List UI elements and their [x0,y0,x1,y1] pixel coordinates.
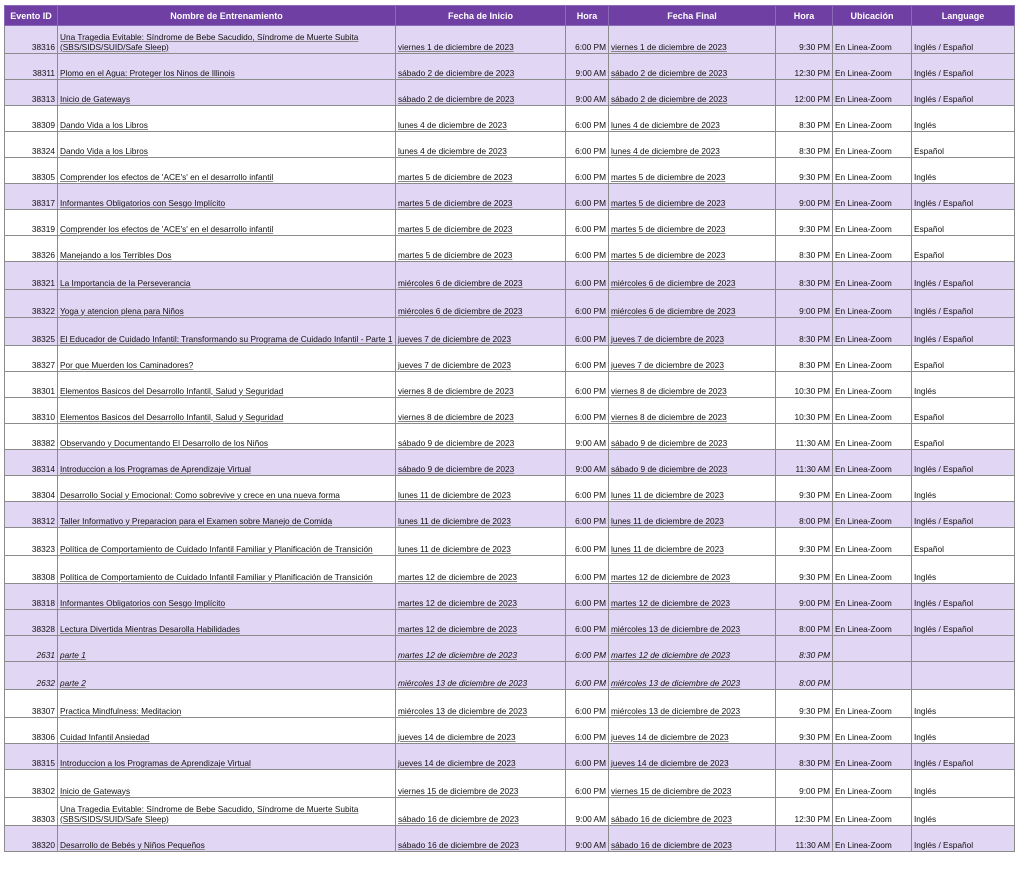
cell-event-id[interactable]: 38311 [5,54,58,80]
cell-language[interactable]: Inglés [912,476,1015,502]
table-row[interactable] [5,718,1015,744]
cell-start-date[interactable]: jueves 7 de diciembre de 2023 [396,318,566,346]
cell-start-date[interactable]: lunes 11 de diciembre de 2023 [396,502,566,528]
cell-event-id[interactable]: 38315 [5,744,58,770]
table-row[interactable] [5,424,1015,450]
cell-end-time[interactable]: 9:30 PM [776,26,833,54]
table-row[interactable] [5,476,1015,502]
cell-start-date[interactable]: viernes 8 de diciembre de 2023 [396,372,566,398]
cell-location[interactable]: En Linea-Zoom [833,346,912,372]
cell-end-time[interactable]: 8:30 PM [776,318,833,346]
cell-language[interactable]: Inglés / Español [912,610,1015,636]
cell-end-time[interactable]: 9:00 PM [776,290,833,318]
cell-event-id[interactable]: 38307 [5,690,58,718]
cell-end-date[interactable]: jueves 7 de diciembre de 2023 [609,346,776,372]
cell-training-name[interactable]: Cuidad Infantil Ansiedad [58,718,396,744]
cell-start-date[interactable]: viernes 1 de diciembre de 2023 [396,26,566,54]
cell-end-time[interactable]: 9:00 PM [776,770,833,798]
cell-language[interactable]: Inglés / Español [912,262,1015,290]
cell-location[interactable]: En Linea-Zoom [833,80,912,106]
cell-location[interactable]: En Linea-Zoom [833,184,912,210]
training-schedule-sheet [4,5,1014,852]
cell-event-id[interactable]: 38327 [5,346,58,372]
cell-start-date[interactable]: jueves 7 de diciembre de 2023 [396,346,566,372]
table-row[interactable] [5,132,1015,158]
cell-event-id[interactable]: 38322 [5,290,58,318]
cell-end-date[interactable]: miércoles 6 de diciembre de 2023 [609,290,776,318]
cell-start-time[interactable]: 6:00 PM [566,372,609,398]
cell-start-time[interactable]: 9:00 AM [566,54,609,80]
cell-start-date[interactable]: sábado 16 de diciembre de 2023 [396,798,566,826]
table-row[interactable] [5,398,1015,424]
cell-training-name[interactable]: Informantes Obligatorios con Sesgo Implícito [58,584,396,610]
header-end-date[interactable]: Fecha Final [609,6,776,26]
cell-language[interactable]: Español [912,424,1015,450]
cell-start-time[interactable]: 6:00 PM [566,398,609,424]
cell-start-time[interactable]: 6:00 PM [566,690,609,718]
cell-event-id[interactable]: 38306 [5,718,58,744]
cell-event-id[interactable]: 38308 [5,556,58,584]
cell-event-id[interactable]: 38382 [5,424,58,450]
table-row[interactable] [5,372,1015,398]
table-row[interactable] [5,610,1015,636]
cell-location[interactable]: En Linea-Zoom [833,502,912,528]
cell-training-name[interactable]: Por que Muerden los Caminadores? [58,346,396,372]
cell-location[interactable]: En Linea-Zoom [833,210,912,236]
cell-training-name[interactable]: parte 2 [58,662,396,690]
cell-event-id[interactable]: 38314 [5,450,58,476]
cell-end-date[interactable]: sábado 9 de diciembre de 2023 [609,424,776,450]
cell-language[interactable]: Español [912,210,1015,236]
cell-location[interactable]: En Linea-Zoom [833,770,912,798]
table-row[interactable] [5,80,1015,106]
cell-end-date[interactable]: martes 5 de diciembre de 2023 [609,158,776,184]
cell-training-name[interactable]: Desarrollo de Bebés y Niños Pequeños [58,826,396,852]
cell-training-name[interactable]: Desarrollo Social y Emocional: Como sobrevive y crece en una nueva forma [58,476,396,502]
header-event-id[interactable]: Evento ID [5,6,58,26]
cell-training-name[interactable]: Dando Vida a los Libros [58,132,396,158]
cell-training-name[interactable]: Inicio de Gateways [58,80,396,106]
cell-language[interactable]: Español [912,528,1015,556]
cell-event-id[interactable]: 38328 [5,610,58,636]
table-row[interactable] [5,662,1015,690]
cell-event-id[interactable]: 38326 [5,236,58,262]
cell-end-date[interactable]: sábado 16 de diciembre de 2023 [609,798,776,826]
table-row[interactable] [5,184,1015,210]
cell-end-date[interactable]: sábado 16 de diciembre de 2023 [609,826,776,852]
cell-training-name[interactable]: Una Tragedia Evitable: Síndrome de Bebe Sacudido, Síndrome de Muerte Subita (SBS/SIDS/SUID/Safe Sleep) [58,26,396,54]
cell-location[interactable]: En Linea-Zoom [833,398,912,424]
cell-end-time[interactable]: 8:30 PM [776,236,833,262]
cell-language[interactable]: Inglés / Español [912,54,1015,80]
cell-start-time[interactable]: 9:00 AM [566,80,609,106]
cell-language[interactable]: Inglés / Español [912,450,1015,476]
cell-end-date[interactable]: jueves 14 de diciembre de 2023 [609,744,776,770]
cell-end-date[interactable]: miércoles 13 de diciembre de 2023 [609,610,776,636]
cell-start-time[interactable]: 6:00 PM [566,662,609,690]
cell-start-time[interactable]: 6:00 PM [566,636,609,662]
cell-start-date[interactable]: sábado 9 de diciembre de 2023 [396,424,566,450]
cell-end-time[interactable]: 9:30 PM [776,476,833,502]
cell-language[interactable] [912,636,1015,662]
cell-event-id[interactable]: 38320 [5,826,58,852]
cell-start-date[interactable]: martes 12 de diciembre de 2023 [396,584,566,610]
cell-training-name[interactable]: El Educador de Cuidado Infantil: Transformando su Programa de Cuidado Infantil - Parte 1 [58,318,396,346]
cell-end-date[interactable]: sábado 9 de diciembre de 2023 [609,450,776,476]
cell-end-time[interactable]: 8:00 PM [776,662,833,690]
table-row[interactable] [5,236,1015,262]
cell-location[interactable]: En Linea-Zoom [833,158,912,184]
cell-event-id[interactable]: 2632 [5,662,58,690]
cell-start-time[interactable]: 6:00 PM [566,236,609,262]
cell-start-date[interactable]: miércoles 6 de diciembre de 2023 [396,262,566,290]
cell-end-time[interactable]: 9:30 PM [776,718,833,744]
cell-start-time[interactable]: 6:00 PM [566,346,609,372]
cell-start-time[interactable]: 6:00 PM [566,262,609,290]
table-row[interactable] [5,210,1015,236]
table-body [5,26,1015,852]
cell-language[interactable]: Inglés [912,770,1015,798]
cell-end-time[interactable]: 12:00 PM [776,80,833,106]
cell-start-date[interactable]: sábado 9 de diciembre de 2023 [396,450,566,476]
cell-event-id[interactable]: 38316 [5,26,58,54]
cell-end-date[interactable]: miércoles 6 de diciembre de 2023 [609,262,776,290]
cell-start-time[interactable]: 6:00 PM [566,528,609,556]
cell-training-name[interactable]: Elementos Basicos del Desarrollo Infantil, Salud y Seguridad [58,372,396,398]
cell-end-time[interactable]: 10:30 PM [776,398,833,424]
cell-end-time[interactable]: 8:30 PM [776,262,833,290]
cell-end-time[interactable]: 10:30 PM [776,372,833,398]
cell-training-name[interactable]: Manejando a los Terribles Dos [58,236,396,262]
cell-event-id[interactable]: 2631 [5,636,58,662]
cell-end-time[interactable]: 12:30 PM [776,54,833,80]
cell-start-time[interactable]: 6:00 PM [566,184,609,210]
cell-training-name[interactable]: Observando y Documentando El Desarrollo de los Niños [58,424,396,450]
table-row[interactable] [5,450,1015,476]
table-row[interactable] [5,106,1015,132]
table-row[interactable] [5,26,1015,54]
cell-end-date[interactable]: viernes 8 de diciembre de 2023 [609,398,776,424]
cell-event-id[interactable]: 38324 [5,132,58,158]
cell-language[interactable]: Inglés [912,798,1015,826]
cell-end-time[interactable]: 11:30 AM [776,424,833,450]
cell-end-date[interactable]: lunes 11 de diciembre de 2023 [609,528,776,556]
cell-start-date[interactable]: miércoles 6 de diciembre de 2023 [396,290,566,318]
cell-location[interactable]: En Linea-Zoom [833,826,912,852]
cell-training-name[interactable]: Introduccion a los Programas de Aprendizaje Virtual [58,450,396,476]
cell-language[interactable]: Español [912,132,1015,158]
cell-start-time[interactable]: 6:00 PM [566,770,609,798]
cell-event-id[interactable]: 38325 [5,318,58,346]
cell-end-time[interactable]: 8:00 PM [776,610,833,636]
cell-language[interactable]: Inglés [912,106,1015,132]
cell-training-name[interactable]: La Importancia de la Perseverancia [58,262,396,290]
cell-location[interactable]: En Linea-Zoom [833,556,912,584]
cell-event-id[interactable]: 38319 [5,210,58,236]
cell-location[interactable]: En Linea-Zoom [833,584,912,610]
cell-location[interactable] [833,662,912,690]
cell-start-date[interactable]: martes 12 de diciembre de 2023 [396,636,566,662]
cell-start-date[interactable]: martes 5 de diciembre de 2023 [396,210,566,236]
table-row[interactable] [5,798,1015,826]
cell-event-id[interactable]: 38312 [5,502,58,528]
header-training-name[interactable]: Nombre de Entrenamiento [58,6,396,26]
cell-start-time[interactable]: 6:00 PM [566,132,609,158]
cell-end-time[interactable]: 9:30 PM [776,210,833,236]
cell-location[interactable]: En Linea-Zoom [833,798,912,826]
cell-start-date[interactable]: martes 12 de diciembre de 2023 [396,610,566,636]
cell-language[interactable]: Inglés / Español [912,80,1015,106]
cell-language[interactable]: Inglés [912,158,1015,184]
cell-language[interactable]: Inglés / Español [912,318,1015,346]
cell-end-date[interactable]: lunes 11 de diciembre de 2023 [609,476,776,502]
cell-location[interactable]: En Linea-Zoom [833,26,912,54]
cell-training-name[interactable]: Política de Comportamiento de Cuidado Infantil Familiar y Planificación de Transición [58,528,396,556]
table-row[interactable] [5,502,1015,528]
table-row[interactable] [5,528,1015,556]
cell-end-date[interactable]: jueves 7 de diciembre de 2023 [609,318,776,346]
cell-training-name[interactable]: Lectura Divertida Mientras Desarolla Habilidades [58,610,396,636]
table-row[interactable] [5,158,1015,184]
cell-end-time[interactable]: 9:30 PM [776,690,833,718]
cell-start-date[interactable]: lunes 11 de diciembre de 2023 [396,476,566,502]
header-start-time[interactable]: Hora [566,6,609,26]
cell-start-time[interactable]: 6:00 PM [566,610,609,636]
cell-language[interactable]: Inglés / Español [912,502,1015,528]
table-row[interactable] [5,826,1015,852]
cell-start-date[interactable]: sábado 16 de diciembre de 2023 [396,826,566,852]
cell-language[interactable]: Inglés / Español [912,744,1015,770]
cell-start-time[interactable]: 6:00 PM [566,106,609,132]
cell-training-name[interactable]: Elementos Basicos del Desarrollo Infantil, Salud y Seguridad [58,398,396,424]
table-row[interactable] [5,690,1015,718]
cell-location[interactable]: En Linea-Zoom [833,528,912,556]
cell-start-date[interactable]: miércoles 13 de diciembre de 2023 [396,662,566,690]
cell-end-time[interactable]: 11:30 AM [776,826,833,852]
table-row[interactable] [5,54,1015,80]
cell-location[interactable]: En Linea-Zoom [833,106,912,132]
cell-event-id[interactable]: 38317 [5,184,58,210]
cell-location[interactable]: En Linea-Zoom [833,450,912,476]
cell-event-id[interactable]: 38321 [5,262,58,290]
cell-end-date[interactable]: miércoles 13 de diciembre de 2023 [609,690,776,718]
cell-training-name[interactable]: Comprender los efectos de 'ACE's' en el desarrollo infantil [58,210,396,236]
cell-start-time[interactable]: 6:00 PM [566,476,609,502]
cell-end-time[interactable]: 8:00 PM [776,502,833,528]
table-row[interactable] [5,770,1015,798]
cell-start-date[interactable]: jueves 14 de diciembre de 2023 [396,718,566,744]
cell-end-date[interactable]: miércoles 13 de diciembre de 2023 [609,662,776,690]
cell-language[interactable]: Español [912,398,1015,424]
cell-language[interactable]: Inglés [912,372,1015,398]
cell-start-date[interactable]: viernes 15 de diciembre de 2023 [396,770,566,798]
header-start-date[interactable]: Fecha de Inicio [396,6,566,26]
cell-location[interactable]: En Linea-Zoom [833,262,912,290]
cell-language[interactable]: Inglés [912,690,1015,718]
cell-event-id[interactable]: 38318 [5,584,58,610]
cell-end-date[interactable]: martes 5 de diciembre de 2023 [609,236,776,262]
cell-start-time[interactable]: 6:00 PM [566,290,609,318]
cell-start-time[interactable]: 6:00 PM [566,744,609,770]
cell-end-date[interactable]: lunes 11 de diciembre de 2023 [609,502,776,528]
table-row[interactable] [5,636,1015,662]
cell-end-date[interactable]: martes 12 de diciembre de 2023 [609,584,776,610]
cell-location[interactable]: En Linea-Zoom [833,610,912,636]
cell-language[interactable]: Inglés [912,556,1015,584]
cell-start-time[interactable]: 9:00 AM [566,798,609,826]
cell-language[interactable]: Inglés / Español [912,826,1015,852]
cell-start-date[interactable]: lunes 11 de diciembre de 2023 [396,528,566,556]
cell-event-id[interactable]: 38313 [5,80,58,106]
cell-start-date[interactable]: lunes 4 de diciembre de 2023 [396,132,566,158]
cell-location[interactable]: En Linea-Zoom [833,132,912,158]
cell-start-date[interactable]: lunes 4 de diciembre de 2023 [396,106,566,132]
cell-start-time[interactable]: 9:00 AM [566,424,609,450]
cell-event-id[interactable]: 38323 [5,528,58,556]
cell-start-date[interactable]: miércoles 13 de diciembre de 2023 [396,690,566,718]
cell-start-time[interactable]: 6:00 PM [566,556,609,584]
cell-training-name[interactable]: Inicio de Gateways [58,770,396,798]
cell-event-id[interactable]: 38303 [5,798,58,826]
cell-end-time[interactable]: 8:30 PM [776,132,833,158]
cell-end-time[interactable]: 8:30 PM [776,744,833,770]
cell-start-date[interactable]: martes 12 de diciembre de 2023 [396,556,566,584]
cell-event-id[interactable]: 38304 [5,476,58,502]
cell-location[interactable]: En Linea-Zoom [833,236,912,262]
cell-event-id[interactable]: 38309 [5,106,58,132]
cell-training-name[interactable]: Practica Mindfulness: Meditacion [58,690,396,718]
cell-end-date[interactable]: sábado 2 de diciembre de 2023 [609,54,776,80]
cell-language[interactable] [912,662,1015,690]
table-row[interactable] [5,744,1015,770]
cell-training-name[interactable]: Plomo en el Agua: Proteger los Ninos de Illinois [58,54,396,80]
cell-language[interactable]: Inglés / Español [912,26,1015,54]
cell-end-time[interactable]: 8:30 PM [776,346,833,372]
header-end-time[interactable]: Hora [776,6,833,26]
header-row [5,6,1015,26]
cell-language[interactable]: Inglés / Español [912,584,1015,610]
cell-training-name[interactable]: Introduccion a los Programas de Aprendizaje Virtual [58,744,396,770]
cell-training-name[interactable]: Yoga y atencion plena para Niños [58,290,396,318]
cell-start-date[interactable]: sábado 2 de diciembre de 2023 [396,54,566,80]
cell-training-name[interactable]: Política de Comportamiento de Cuidado Infantil Familiar y Planificación de Transición [58,556,396,584]
cell-event-id[interactable]: 38301 [5,372,58,398]
cell-language[interactable]: Español [912,236,1015,262]
cell-end-date[interactable]: sábado 2 de diciembre de 2023 [609,80,776,106]
cell-location[interactable]: En Linea-Zoom [833,424,912,450]
cell-end-date[interactable]: martes 12 de diciembre de 2023 [609,636,776,662]
cell-start-date[interactable]: martes 5 de diciembre de 2023 [396,158,566,184]
cell-training-name[interactable]: Informantes Obligatorios con Sesgo Implícito [58,184,396,210]
cell-event-id[interactable]: 38305 [5,158,58,184]
cell-training-name[interactable]: Una Tragedia Evitable: Síndrome de Bebe Sacudido, Síndrome de Muerte Subita (SBS/SIDS/SUID/Safe Sleep) [58,798,396,826]
cell-training-name[interactable]: Comprender los efectos de 'ACE's' en el desarrollo infantil [58,158,396,184]
cell-end-date[interactable]: martes 5 de diciembre de 2023 [609,210,776,236]
cell-start-time[interactable]: 6:00 PM [566,502,609,528]
cell-location[interactable]: En Linea-Zoom [833,744,912,770]
cell-end-time[interactable]: 12:30 PM [776,798,833,826]
cell-end-date[interactable]: lunes 4 de diciembre de 2023 [609,106,776,132]
cell-start-time[interactable]: 6:00 PM [566,718,609,744]
table-row[interactable] [5,318,1015,346]
table-row[interactable] [5,346,1015,372]
cell-end-date[interactable]: jueves 14 de diciembre de 2023 [609,718,776,744]
cell-event-id[interactable]: 38310 [5,398,58,424]
training-table [4,5,1015,852]
cell-location[interactable]: En Linea-Zoom [833,718,912,744]
cell-end-time[interactable]: 8:30 PM [776,636,833,662]
cell-end-time[interactable]: 9:30 PM [776,556,833,584]
table-row[interactable] [5,262,1015,290]
cell-end-time[interactable]: 9:00 PM [776,584,833,610]
cell-language[interactable]: Español [912,346,1015,372]
cell-end-date[interactable]: martes 5 de diciembre de 2023 [609,184,776,210]
cell-end-date[interactable]: viernes 1 de diciembre de 2023 [609,26,776,54]
cell-start-date[interactable]: sábado 2 de diciembre de 2023 [396,80,566,106]
cell-end-time[interactable]: 9:00 PM [776,184,833,210]
cell-end-time[interactable]: 8:30 PM [776,106,833,132]
cell-location[interactable]: En Linea-Zoom [833,372,912,398]
cell-start-time[interactable]: 6:00 PM [566,26,609,54]
cell-end-time[interactable]: 9:30 PM [776,158,833,184]
cell-location[interactable]: En Linea-Zoom [833,690,912,718]
header-language[interactable]: Language [912,6,1015,26]
cell-language[interactable]: Inglés / Español [912,184,1015,210]
cell-training-name[interactable]: Taller Informativo y Preparacion para el Examen sobre Manejo de Comida [58,502,396,528]
cell-start-date[interactable]: martes 5 de diciembre de 2023 [396,236,566,262]
cell-end-date[interactable]: martes 12 de diciembre de 2023 [609,556,776,584]
cell-start-time[interactable]: 9:00 AM [566,450,609,476]
cell-training-name[interactable]: Dando Vida a los Libros [58,106,396,132]
header-location[interactable]: Ubicación [833,6,912,26]
cell-start-time[interactable]: 6:00 PM [566,158,609,184]
table-row[interactable] [5,556,1015,584]
cell-language[interactable]: Inglés / Español [912,290,1015,318]
cell-end-time[interactable]: 11:30 AM [776,450,833,476]
cell-location[interactable]: En Linea-Zoom [833,290,912,318]
cell-end-time[interactable]: 9:30 PM [776,528,833,556]
cell-end-date[interactable]: viernes 8 de diciembre de 2023 [609,372,776,398]
cell-end-date[interactable]: lunes 4 de diciembre de 2023 [609,132,776,158]
cell-start-time[interactable]: 9:00 AM [566,826,609,852]
cell-start-time[interactable]: 6:00 PM [566,318,609,346]
cell-event-id[interactable]: 38302 [5,770,58,798]
cell-training-name[interactable]: parte 1 [58,636,396,662]
cell-language[interactable]: Inglés [912,718,1015,744]
cell-end-date[interactable]: viernes 15 de diciembre de 2023 [609,770,776,798]
cell-location[interactable]: En Linea-Zoom [833,54,912,80]
cell-location[interactable] [833,636,912,662]
cell-location[interactable]: En Linea-Zoom [833,318,912,346]
cell-start-time[interactable]: 6:00 PM [566,210,609,236]
cell-start-time[interactable]: 6:00 PM [566,584,609,610]
cell-start-date[interactable]: jueves 14 de diciembre de 2023 [396,744,566,770]
cell-location[interactable]: En Linea-Zoom [833,476,912,502]
cell-start-date[interactable]: viernes 8 de diciembre de 2023 [396,398,566,424]
cell-start-date[interactable]: martes 5 de diciembre de 2023 [396,184,566,210]
table-row[interactable] [5,290,1015,318]
table-row[interactable] [5,584,1015,610]
